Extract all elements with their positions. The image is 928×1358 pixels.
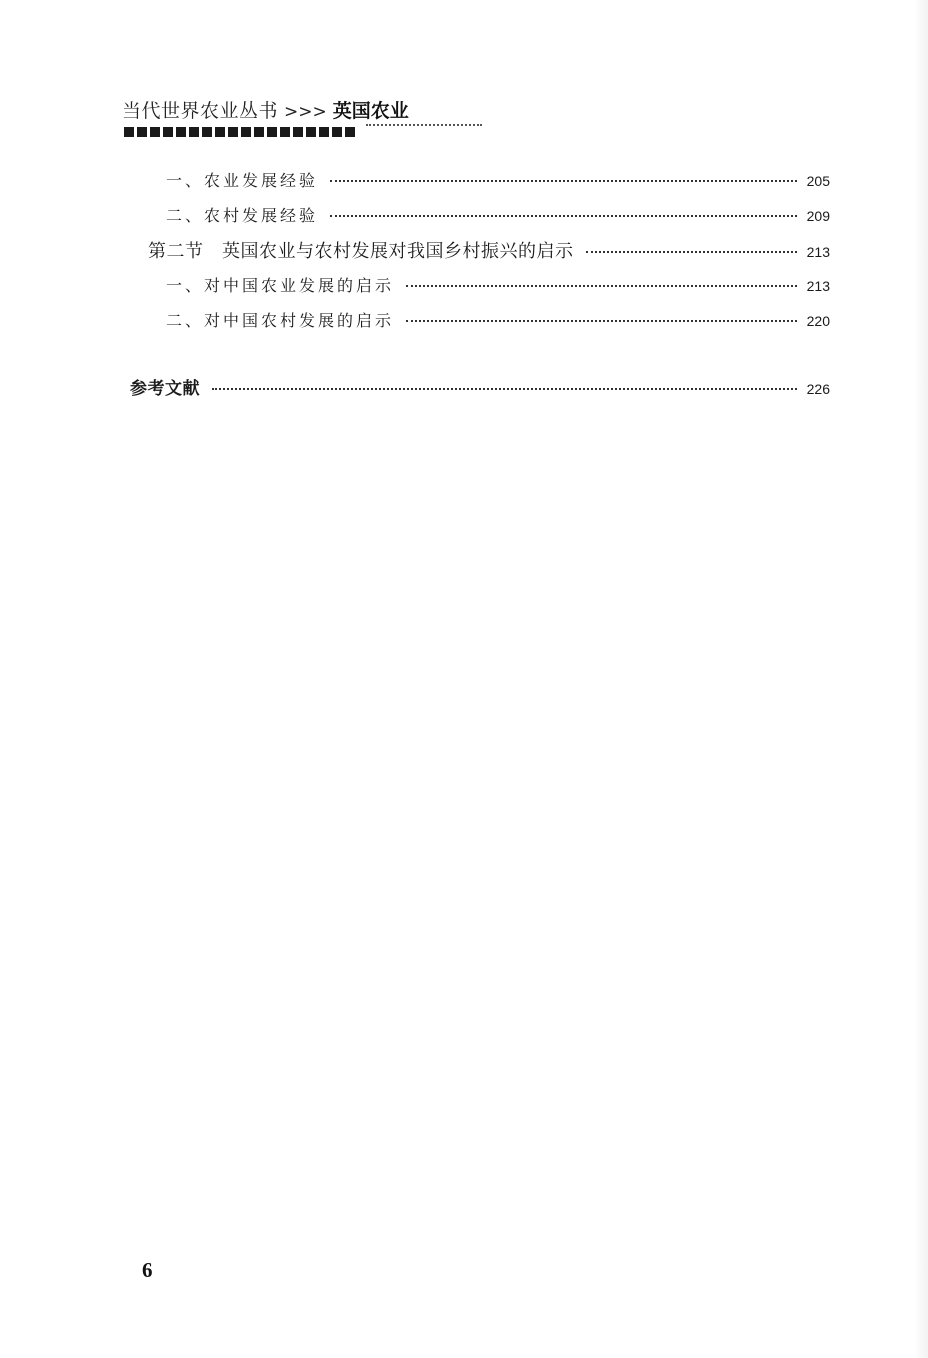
toc-dot-leader [406,320,797,322]
toc-entry-label: 二、对中国农村发展的启示 [166,311,395,330]
header-block-rule [124,127,364,137]
toc-page-number: 220 [806,313,830,329]
toc-entry-section-2[interactable] [148,237,830,263]
toc-entry-label: 一、对中国农业发展的启示 [166,276,395,295]
toc-page-number: 205 [806,173,830,189]
toc-dot-leader [330,180,797,182]
header-dotted-rule [366,124,482,126]
toc-entry-label: 一、农业发展经验 [166,171,319,190]
book-title: 英国农业 [332,100,409,122]
toc-dot-leader [212,388,797,390]
running-header [122,96,409,122]
page-edge-shadow [914,0,928,1358]
toc-dot-leader [330,215,797,217]
toc-entry-china-agri[interactable] [166,273,830,296]
series-title: 当代世界农业丛书 [122,100,279,122]
toc-dot-leader [406,285,797,287]
toc-references-label: 参考文献 [130,379,200,399]
toc-entry-label: 二、农村发展经验 [166,206,319,225]
toc-entry-references[interactable] [130,374,830,399]
toc-entry-china-rural[interactable] [166,308,830,331]
toc-page-number: 209 [806,208,830,224]
toc-page-number: 226 [806,381,830,397]
toc-page-number: 213 [806,278,830,294]
toc-page-number: 213 [806,244,830,260]
toc-dot-leader [586,251,797,253]
toc-entry-agri-experience[interactable] [166,168,830,191]
toc-section-label: 第二节 英国农业与农村发展对我国乡村振兴的启示 [148,241,574,262]
toc-entry-rural-experience[interactable] [166,203,830,226]
header-separator: >>> [284,102,327,122]
page-number: 6 [142,1258,153,1282]
